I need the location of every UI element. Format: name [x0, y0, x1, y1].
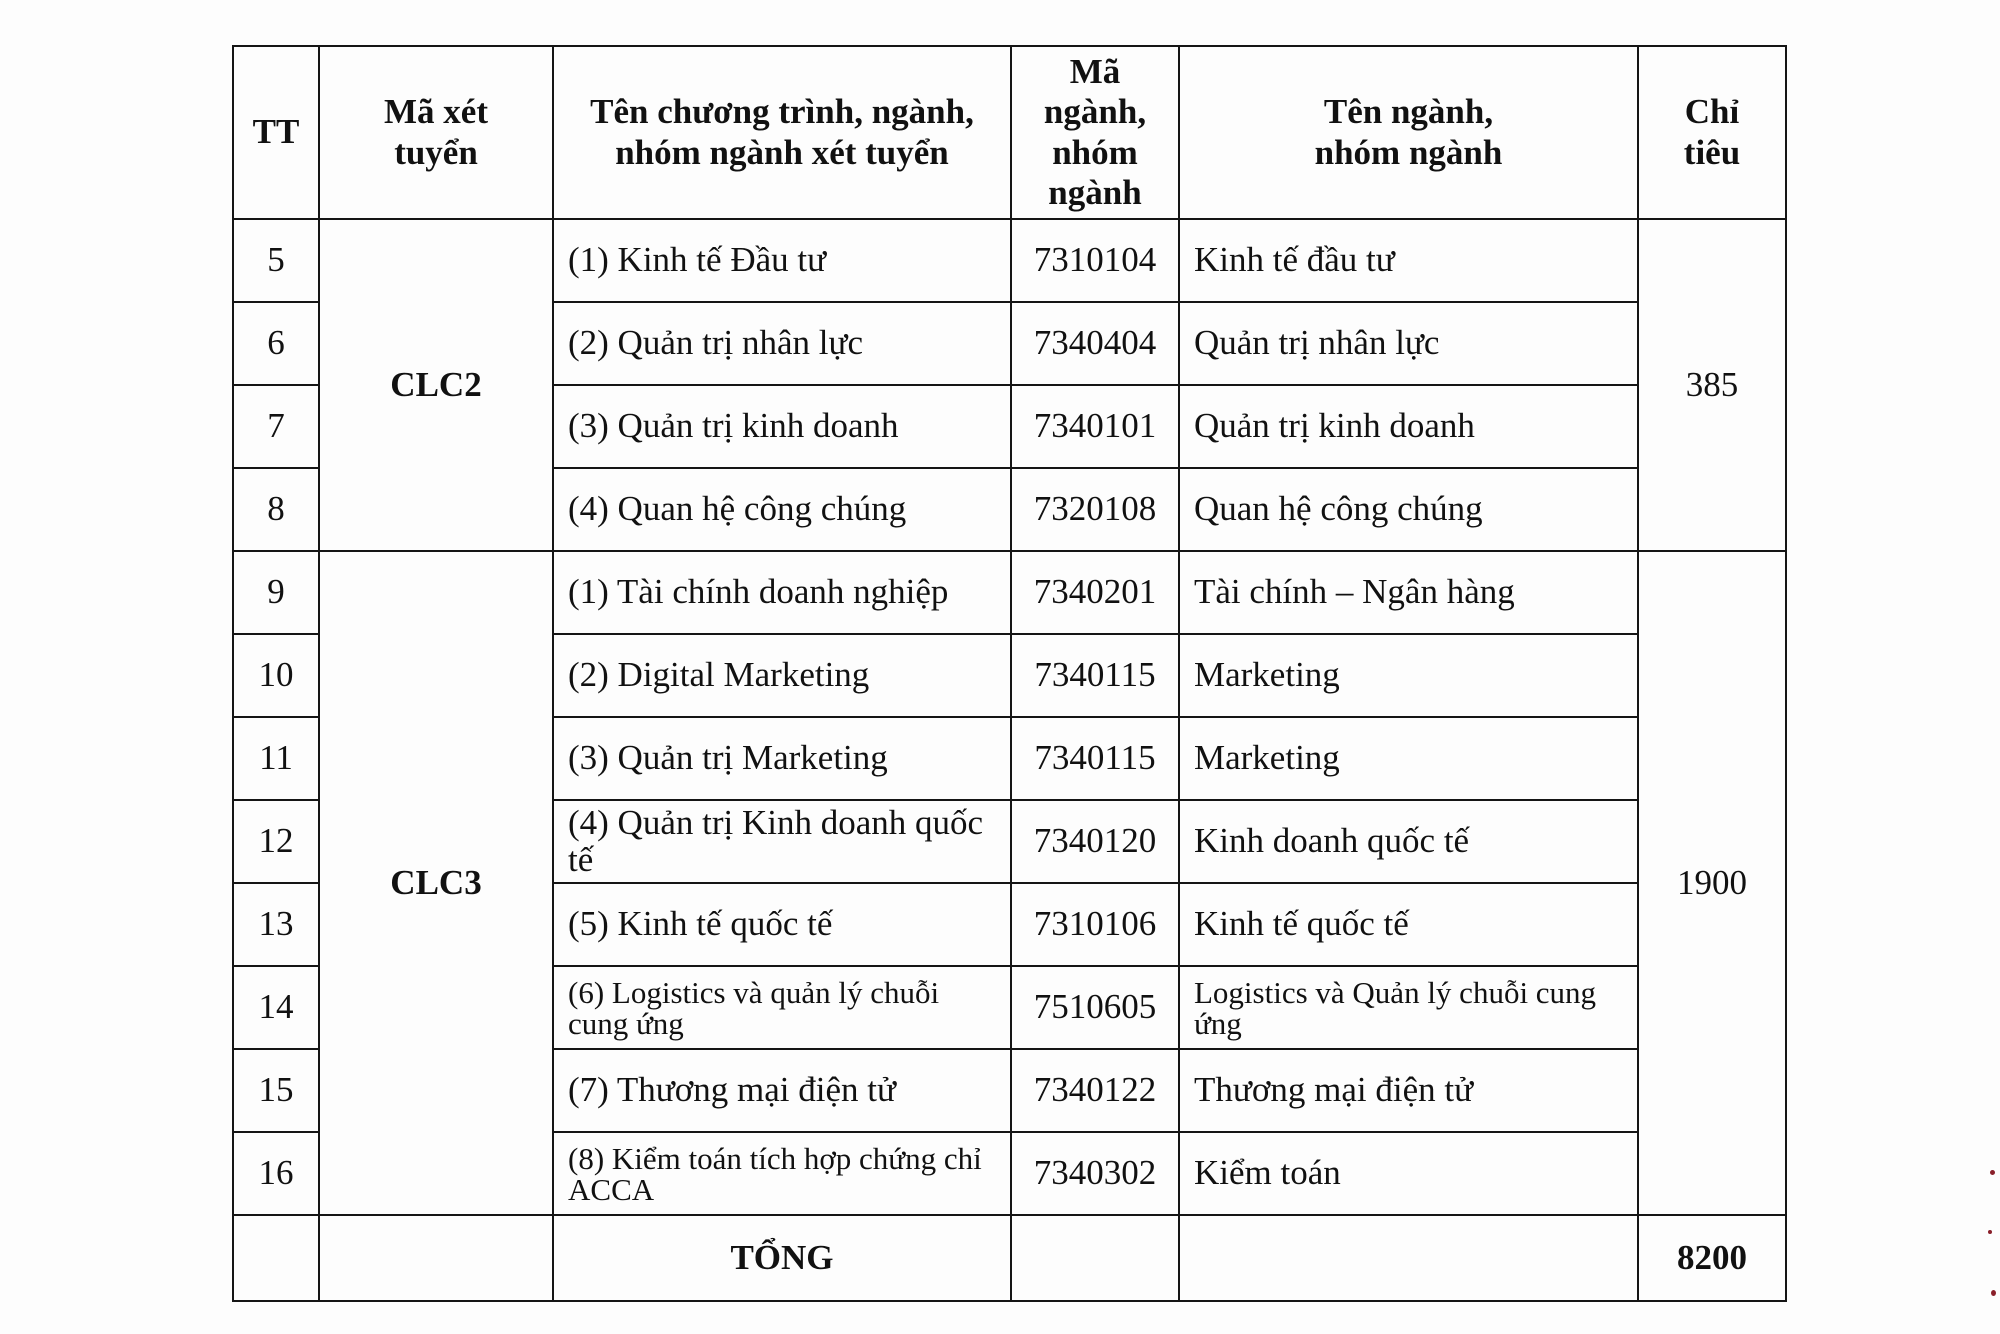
- row-number: 11: [233, 717, 319, 800]
- program-name: (3) Quản trị Marketing: [553, 717, 1011, 800]
- admissions-quota-table: [232, 45, 1787, 1302]
- scan-speck: [1990, 1170, 1995, 1175]
- major-name: Marketing: [1179, 717, 1638, 800]
- table-body: [233, 219, 1786, 1215]
- major-code: 7340115: [1011, 634, 1179, 717]
- major-code: 7320108: [1011, 468, 1179, 551]
- scan-speck: [1988, 1230, 1992, 1234]
- program-name: (1) Tài chính doanh nghiệp: [553, 551, 1011, 634]
- header-tt: TT: [233, 46, 319, 219]
- group-quota: 1900: [1638, 551, 1786, 1215]
- major-code: 7310106: [1011, 883, 1179, 966]
- total-code-cell: [319, 1215, 553, 1301]
- major-name: Kinh tế đầu tư: [1179, 219, 1638, 302]
- major-name: Quản trị kinh doanh: [1179, 385, 1638, 468]
- table-row: [233, 219, 1786, 302]
- row-number: 9: [233, 551, 319, 634]
- row-number: 10: [233, 634, 319, 717]
- table-row: [233, 551, 1786, 634]
- major-code: 7340115: [1011, 717, 1179, 800]
- row-number: 15: [233, 1049, 319, 1132]
- header-program-name: Tên chương trình, ngành, nhóm ngành xét tuyển: [553, 46, 1011, 219]
- group-quota: 385: [1638, 219, 1786, 551]
- major-code: 7340120: [1011, 800, 1179, 883]
- admission-code: CLC2: [319, 219, 553, 551]
- major-code: 7340101: [1011, 385, 1179, 468]
- major-name: Thương mại điện tử: [1179, 1049, 1638, 1132]
- program-name: (2) Digital Marketing: [553, 634, 1011, 717]
- header-major-name: Tên ngành, nhóm ngành: [1179, 46, 1638, 219]
- major-name: Logistics và Quản lý chuỗi cung ứng: [1179, 966, 1638, 1049]
- row-number: 8: [233, 468, 319, 551]
- major-name: Kiểm toán: [1179, 1132, 1638, 1215]
- major-code: 7340201: [1011, 551, 1179, 634]
- total-major-name-cell: [1179, 1215, 1638, 1301]
- total-value: 8200: [1638, 1215, 1786, 1301]
- major-code: 7510605: [1011, 966, 1179, 1049]
- row-number: 5: [233, 219, 319, 302]
- header-quota: Chỉ tiêu: [1638, 46, 1786, 219]
- header-admission-code: Mã xét tuyển: [319, 46, 553, 219]
- admission-code: CLC3: [319, 551, 553, 1215]
- major-name: Kinh tế quốc tế: [1179, 883, 1638, 966]
- major-code: 7340404: [1011, 302, 1179, 385]
- program-name: (5) Kinh tế quốc tế: [553, 883, 1011, 966]
- program-name: (8) Kiểm toán tích hợp chứng chỉ ACCA: [553, 1132, 1011, 1215]
- total-major-code-cell: [1011, 1215, 1179, 1301]
- major-name: Marketing: [1179, 634, 1638, 717]
- major-code: 7340302: [1011, 1132, 1179, 1215]
- major-name: Kinh doanh quốc tế: [1179, 800, 1638, 883]
- program-name: (3) Quản trị kinh doanh: [553, 385, 1011, 468]
- row-number: 6: [233, 302, 319, 385]
- table-header-row: [233, 46, 1786, 219]
- program-name: (4) Quản trị Kinh doanh quốc tế: [553, 800, 1011, 883]
- major-code: 7340122: [1011, 1049, 1179, 1132]
- major-name: Quan hệ công chúng: [1179, 468, 1638, 551]
- program-name: (6) Logistics và quản lý chuỗi cung ứng: [553, 966, 1011, 1049]
- program-name: (1) Kinh tế Đầu tư: [553, 219, 1011, 302]
- total-label: TỔNG: [553, 1215, 1011, 1301]
- total-row: [233, 1215, 1786, 1301]
- major-name: Quản trị nhân lực: [1179, 302, 1638, 385]
- major-code: 7310104: [1011, 219, 1179, 302]
- scan-speck: [1991, 1290, 1996, 1296]
- header-major-code: Mã ngành, nhóm ngành: [1011, 46, 1179, 219]
- major-name: Tài chính – Ngân hàng: [1179, 551, 1638, 634]
- row-number: 7: [233, 385, 319, 468]
- program-name: (4) Quan hệ công chúng: [553, 468, 1011, 551]
- total-tt-cell: [233, 1215, 319, 1301]
- row-number: 16: [233, 1132, 319, 1215]
- program-name: (2) Quản trị nhân lực: [553, 302, 1011, 385]
- program-name: (7) Thương mại điện tử: [553, 1049, 1011, 1132]
- row-number: 13: [233, 883, 319, 966]
- row-number: 14: [233, 966, 319, 1049]
- row-number: 12: [233, 800, 319, 883]
